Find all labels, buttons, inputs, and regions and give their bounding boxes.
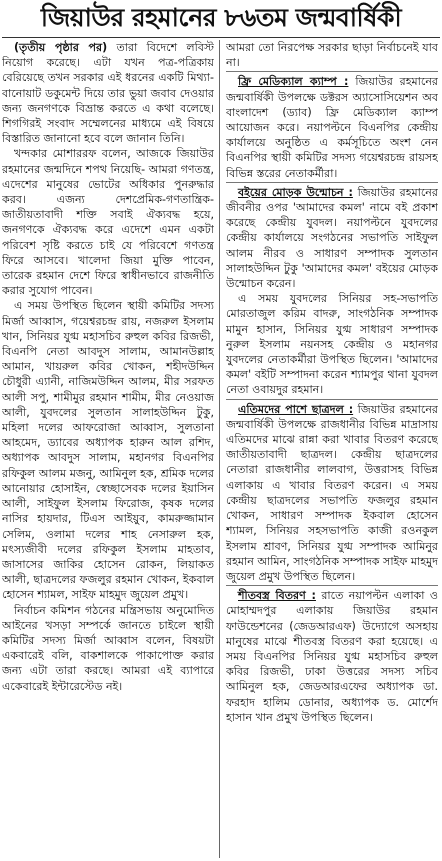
section-book-launch-title: বইয়ের মোড়ক উন্মোচন : bbox=[238, 185, 353, 199]
section-book-launch-body-2: এ সময় যুবদলের সিনিয়র সহ-সভাপতি মোরতাজুল করিম বাদরু, সাংগঠনিক সম্পাদক মামুন হাসান, সিনিয়র যুগ্ম সাধারণ সম্পাদক নুরুল ইসলাম নয়নসহ কেন্দ্রীয় ও মহানগর যুবদলের নেতাকর্মীরা উপস্থিত ছিলেন। 'আমাদের কমল' বইটি সম্পাদনা করেন শ্যামপুর থানা যুবদল নেতা ওবায়দুর রহমান। bbox=[226, 292, 438, 397]
left-paragraph-2: খন্দকার মোশাররফ বলেন, আজকে জিয়াউর রহমানের জন্মদিনে শপথ নিয়েছি- আমরা গণতন্ত্র, এদেশের মানুষের ভোটের অধিকার পুনরুদ্ধার করব। এজন্য দেশপ্রেমিক-গণতান্ত্রিক-জাতীয়তাবাদী শক্তি সবাই ঐক্যবদ্ধ হয়ে, জনগণকে ঐক্যবদ্ধ করে এদেশে এমন একটা পরিবেশ সৃষ্টি করতে চাই যে পরিবেশে গণতন্ত্র ফিরে আসবে। খালেদা জিয়া মুক্তি পাবেন, তারেক রহমান দেশে ফিরে স্বাধীনভাবে রাজনীতি করার সুযোগ পাবেন। bbox=[2, 147, 214, 298]
section-orphans-body: জিয়াউর রহমানের জন্মবার্ষিকী উপলক্ষে রাজধানীর বিভিন্ন মাদ্রাসায় এতিমদের মাঝে রান্না করা খাবার বিতরণ করেছে জাতীয়তাবাদী ছাত্রদল। কেন্দ্রীয় ছাত্রদলের নেতারা রাজধানীর লালবাগ, উত্তরাসহ বিভিন্ন এলাকায় এ খাবার বিতরণ করেন। এ সময় কেন্দ্রীয় ছাত্রদলের সভাপতি ফজলুর রহমান খোকন, সাধারণ সম্পাদক ইকবাল হোসেন শ্যামল, সিনিয়র সহসভাপতি কাজী রওনকুল ইসলাম শ্রাবণ, সিনিয়র যুগ্ম সম্পাদক আমিনুর রহমান আমিন, সাংগঠনিক সম্পাদক সাইফ মাহমুদ জুয়েল প্রমুখ উপস্থিত ছিলেন। bbox=[226, 402, 438, 583]
section-orphans-title: এতিমদের পাশে ছাত্রদল : bbox=[238, 402, 354, 416]
left-paragraph-1-text: তারা বিদেশে লবিস্ট নিয়োগ করেছে। এটা যখন পত্র-পত্রিকায় বেরিয়েছে তখন সরকার এই ধরনের একটি মিথ্যা-বানোয়াট ডকুমেন্ট দিয়ে তার ভুয়া জবাব দেওয়ার জন্য জনগণকে বিভ্রান্ত করতে এ কথা বলেছে। শিগগিরই সংবাদ সম্মেলনের মাধ্যমে এই বিষয়ে বিস্তারিত জানানো হবে বলে জানান তিনি। bbox=[2, 41, 214, 146]
section-medical-camp-body: জিয়াউর রহমানের জন্মবার্ষিকী উপলক্ষে ডক্টরস অ্যাসোসিয়েশন অব বাংলাদেশ (ড্যাব) ফ্রি মেডিক্যাল ক্যাম্প আয়োজন করে। নয়াপল্টনে বিএনপির কেন্দ্রীয় কার্যালয়ে অনুষ্ঠিত এ কর্মসূচিতে অংশ নেন বিএনপির স্থায়ী কমিটির সদস্য গয়েশ্বরচন্দ্র রায়সহ বিভিন্ন স্তরের নেতাকর্মীরা। bbox=[226, 75, 438, 180]
section-book-launch-body: জিয়াউর রহমানের জীবনীর ওপর 'আমাদের কমল' নামে বই প্রকাশ করেছে কেন্দ্রীয় যুবদল। নয়াপল্টনে যুবদলের কেন্দ্রীয় কার্যালয়ে সংগঠনের সভাপতি সাইফুল আলম নীরব ও সাধারণ সম্পাদক সুলতান সালাহউদ্দিন টুকু 'আমাদের কমল' বইয়ের মোড়ক উন্মোচন করেন। bbox=[226, 185, 438, 291]
section-divider-3 bbox=[226, 399, 438, 400]
headline-rule bbox=[2, 37, 440, 38]
section-medical-camp-title: ফ্রি মেডিক্যাল ক্যাম্প : bbox=[238, 75, 349, 89]
section-medical-camp bbox=[226, 74, 438, 180]
section-winter-clothes-body: রাতে নয়াপল্টন এলাকা ও মোহাম্মদপুর এলাকায় জিয়াউর রহমান ফাউন্ডেশনের (জেডআরএফ) উদ্যোগে অসহায় মানুষের মাঝে শীতবস্ত্র বিতরণ করা হয়েছে। এ সময় বিএনপির সিনিয়র যুগ্ম মহাসচিব রুহুল কবির রিজভী, ঢাকা উত্তরের সদস্য সচিব আমিনুল হক, জেডআরএফের অধ্যাপক ডা. ফরহাদ হালিম ডোনার, অধ্যাপক ড. মোর্শেদ হাসান খান প্রমুখ উপস্থিত ছিলেন। bbox=[226, 589, 438, 724]
section-winter-clothes bbox=[226, 588, 438, 725]
continuation-label: (তৃতীয় পৃষ্ঠার পর) bbox=[14, 41, 108, 54]
column-divider bbox=[219, 40, 220, 858]
section-divider-2 bbox=[226, 182, 438, 183]
left-paragraph-1 bbox=[2, 40, 214, 146]
section-orphans bbox=[226, 402, 438, 584]
headline: জিয়াউর রহমানের ৮৬তম জন্মবার্ষিকী bbox=[40, 3, 402, 32]
section-divider-4 bbox=[226, 585, 438, 586]
section-book-launch bbox=[226, 185, 438, 291]
right-paragraph-1: আমরা তো নিরপেক্ষ সরকার ছাড়া নির্বাচনেই যাব না। bbox=[226, 41, 438, 70]
left-column bbox=[2, 40, 214, 858]
left-paragraph-4: নির্বাচন কমিশন গঠনের মন্ত্রিসভায় অনুমোদিত আইনের খসড়া সম্পর্কে জানতে চাইলে স্থায়ী কমিটির সদস্য মির্জা আব্বাস বলেন, বিষয়টা একবারেই বলি, বাকশালকে পাকাপোক্ত করার জন্য এটা তারা করছে। আমরা এই ব্যাপারে একেবারেই ইন্টারেস্টেড নই। bbox=[2, 603, 214, 693]
section-divider-1 bbox=[226, 71, 438, 72]
section-winter-clothes-title: শীতবস্ত্র বিতরণ : bbox=[238, 589, 316, 603]
left-paragraph-3: এ সময় উপস্থিত ছিলেন স্থায়ী কমিটির সদস্য মির্জা আব্বাস, গয়েশ্বরচন্দ্র রায়, নজরুল ইসলাম খান, সিনিয়র যুগ্ম মহাসচিব রুহুল কবির রিজভী, বিএনপি নেতা আবদুস সালাম, আমানউল্লাহ আমান, খায়রুল কবির খোকন, শহীদউদ্দিন চৌধুরী এ্যানী, নাজিমউদ্দিন আলম, মীর সরফত আলী সপু, শামীমুর রহমান শামীম, মীর নেওয়াজ আলী, যুবদলের সুলতান সালাহউদ্দিন টুকু, মহিলা দলের আফরোজা আব্বাস, সুলতানা আহমেদ, ড্যাবের অধ্যাপক হারুন আল রশিদ, অধ্যাপক আবদুস সালাম, মহানগর বিএনপির রফিকুল আলম মজনু, আমিনুল হক, শ্রমিক দলের আনোয়ার হোসাইন, স্বেচ্ছাসেবক দলের ইয়াসিন আলী, সাইফুল ইসলাম ফিরোজ, কৃষক দলের নাসির হায়দার, টিএস আইয়ুব, কামরুজ্জামান সেলিম, ওলামা দলের শাহ নেসারুল হক, মৎস্যজীবী দলের রফিকুল ইসলাম মাহতাব, জাসাসের জাকির হোসেন রোকন, লিয়াকত আলী, ছাত্রদলের ফজলুর রহমান খোকন, ইকবাল হোসেন শ্যামল, সাইফ মাহমুদ জুয়েল প্রমুখ। bbox=[2, 299, 214, 602]
right-column bbox=[226, 40, 438, 858]
